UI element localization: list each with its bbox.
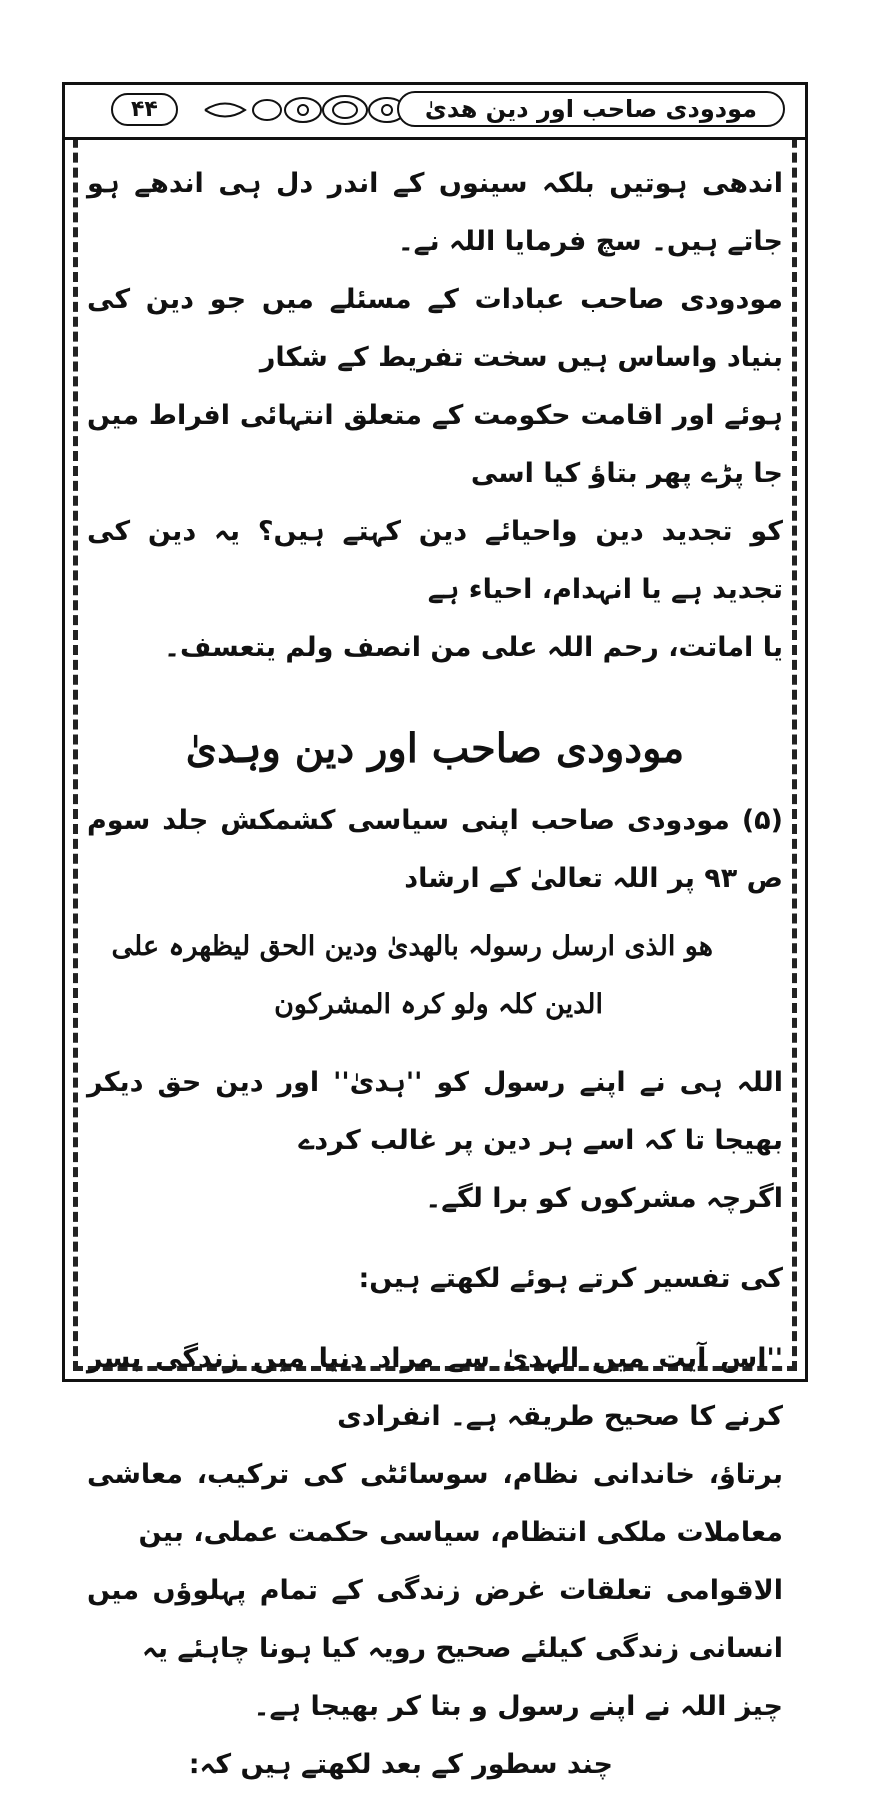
tafsir-intro: کی تفسیر کرتے ہوئے لکھتے ہیں: [358,1263,783,1294]
page-number: ۴۴ [111,93,178,126]
arabic-verse-line: الدین کلہ ولو کرہ المشرکون [274,989,603,1020]
arabic-verse-line: ھو الذی ارسل رسولہ بالھدیٰ ودین الحق لیظھرہ علی [111,931,713,962]
closing-line: چند سطور کے بعد لکھتے ہیں کہ: [188,1749,613,1780]
quote-line: الاقوامی تعلقات غرض زندگی کے تمام پہلوؤں میں انسانی زندگی کیلئے صحیح رویہ کیا ہونا چاہئے یہ [87,1575,783,1664]
intro-line: یا اماتت، رحم اللہ علی من انصف ولم یتعسف۔ [164,632,783,663]
translation-line: اللہ ہی نے اپنے رسول کو ''ہدیٰ'' اور دین حق دیکر بھیجا تا کہ اسے ہر دین پر غالب کردے [87,1067,783,1156]
page-frame [62,82,808,1780]
intro-line: مودودی صاحب عبادات کے مسئلے میں جو دین کی بنیاد واساس ہیں سخت تفریط کے شکار [87,284,783,373]
intro-line: اندھی ہوتیں بلکہ سینوں کے اندر دل ہی اندھے ہو جاتے ہیں۔ سچ فرمایا اللہ نے۔ [87,168,783,257]
page-header [65,85,805,140]
citation-line: (۵) مودودی صاحب اپنی سیاسی کشمکش جلد سوم ص ۹۳ پر اللہ تعالیٰ کے ارشاد [87,805,783,894]
intro-line: ہوئے اور اقامت حکومت کے متعلق انتہائی افراط میں جا پڑے پھر بتاؤ کیا اسی [87,400,783,489]
page-content [87,155,783,1794]
section-heading: مودودی صاحب اور دین وہدیٰ [185,725,685,772]
intro-line: کو تجدید دین واحیائے دین کہتے ہیں؟ یہ دین کی تجدید ہے یا انہدام، احیاء ہے [87,516,783,605]
quote-line: ''اس آیت میں الہدیٰ سے مراد دنیا میں زندگی بسر کرنے کا صحیح طریقہ ہے۔ انفرادی [87,1343,783,1432]
quote-line: چیز اللہ نے اپنے رسول و بتا کر بھیجا ہے۔ [253,1691,783,1722]
arabic-verse [87,918,783,1034]
translation-line: اگرچہ مشرکوں کو برا لگے۔ [425,1183,783,1214]
header-title: مودودی صاحب اور دین ھدیٰ [397,91,785,127]
quote-line: برتاؤ، خاندانی نظام، سوسائٹی کی ترکیب، معاشی معاملات ملکی انتظام، سیاسی حکمت عملی، بین [87,1459,783,1548]
